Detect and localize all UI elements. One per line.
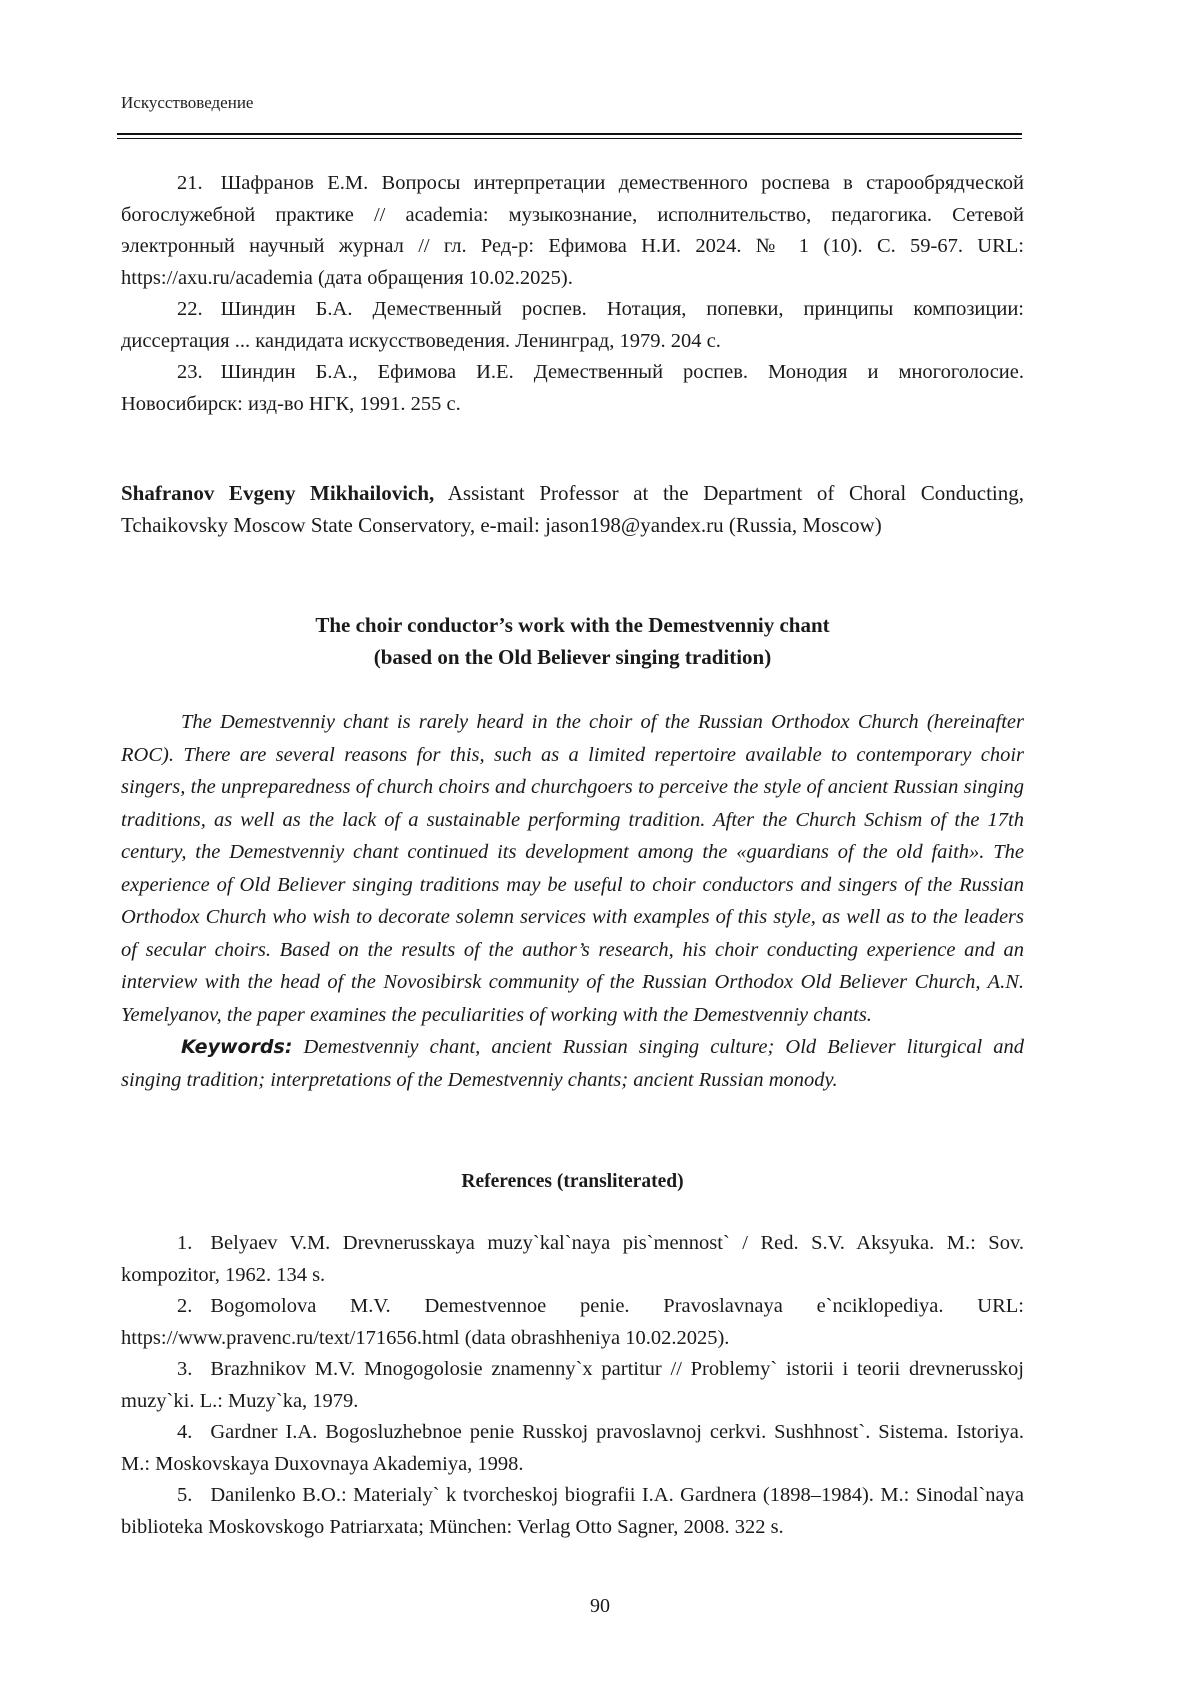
ru-reference-list (121, 168, 1024, 420)
article-title-line-1: The choir conductor’s work with the Demestvenniy chant (315, 613, 830, 637)
reference-number: 3. (177, 1358, 193, 1380)
author-affiliation: Assistant Professor at the Department of Choral Conducting, Tchaikovsky Moscow State Conservatory, e-mail: jason198@yandex.ru (Russia, Moscow) (121, 481, 1024, 537)
keywords-text: Demestvenniy chant, ancient Russian singing culture; Old Believer liturgical and singing tradition; interpretations of the Demestvenniy chants; ancient Russian monody. (121, 1036, 1024, 1091)
reference-text: Brazhnikov M.V. Mnogogolosie znamenny`x partitur // Problemy` istorii i teorii drevnerusskoj muzy`ki. L.: Muzy`ka, 1979. (121, 1358, 1024, 1412)
header-rule-thick (117, 133, 1022, 135)
reference-number: 22. (177, 298, 203, 320)
abstract-text: The Demestvenniy chant is rarely heard in the choir of the Russian Orthodox Church (hereinafter ROC). There are several reasons for this, such as a limited repertoire available to contemporary choir singers, the unpreparedness of church choirs and churchgoers to perceive the style of ancient Russian singing traditions, as well as the lack of a sustainable performing tradition. After the Church Schism of the 17th century, the Demestvenniy chant continued its development among the «guardians of the old faith». The experience of Old Believer singing traditions may be useful to choir conductors and singers of the Russian Orthodox Church who wish to decorate solemn services with examples of this style, as well as to the leaders of secular choirs. Based on the results of the author’s research, his choir conducting experience and an interview with the head of the Novosibirsk community of the Russian Orthodox Old Believer Church, A.N. Yemelyanov, the paper examines the peculiarities of working with the Demestvenniy chants. (121, 711, 1024, 1026)
article-title-line-2: (based on the Old Believer singing tradition) (373, 645, 772, 669)
reference-number: 2. (177, 1295, 193, 1317)
reference-text: Bogomolova M.V. Demestvennoe penie. Pravoslavnaya e`nciklopediya. URL: https://www.pravenc.ru/text/171656.html (data obrashheniya 10.02.2025). (121, 1295, 1024, 1349)
running-head: Искусствоведение (121, 93, 254, 112)
reference-item (121, 357, 1024, 420)
reference-number: 1. (177, 1232, 193, 1254)
header-rule-thin (117, 138, 1022, 139)
author-name: Shafranov Evgeny Mikhailovich, (121, 481, 435, 505)
article-title (121, 609, 1024, 673)
reference-item (121, 168, 1024, 294)
reference-number: 5. (177, 1484, 193, 1506)
reference-item (121, 1228, 1024, 1291)
reference-number: 21. (177, 172, 203, 194)
reference-item (121, 1354, 1024, 1417)
reference-number: 23. (177, 361, 203, 383)
reference-text: Шиндин Б.А., Ефимова И.Е. Демественный роспев. Монодия и многоголосие. Новосибирск: изд-во НГК, 1991. 255 с. (121, 361, 1024, 415)
reference-text: Шиндин Б.А. Демественный роспев. Нотация, попевки, принципы композиции: диссертация ... кандидата искусствоведения. Ленинград, 1979. 204 с. (121, 298, 1024, 352)
reference-item (121, 1417, 1024, 1480)
reference-text: Шафранов Е.М. Вопросы интерпретации демественного роспева в старообрядческой богослужебной практике // academia: музыкознание, исполнительство, педагогика. Сетевой электронный научный журнал // гл. Ред-р: Ефимова Н.И. 2024. № 1 (10). С. 59-67. URL: https://axu.ru/academia (дата обращения 10.02.2025). (121, 172, 1024, 289)
abstract-section (121, 706, 1024, 1096)
keywords-paragraph (121, 1031, 1024, 1096)
en-reference-list (121, 1228, 1024, 1543)
references-heading: References (transliterated) (461, 1171, 684, 1192)
reference-item (121, 1480, 1024, 1543)
reference-item (121, 1291, 1024, 1354)
references-heading-block (121, 1171, 1024, 1193)
page-number: 90 (590, 1595, 610, 1617)
reference-text: Gardner I.A. Bogosluzhebnoe penie Russkoj pravoslavnoj cerkvi. Sushhnost`. Sistema. Istoriya. M.: Moskovskaya Duxovnaya Akademiya, 1998. (121, 1421, 1024, 1475)
author-info (121, 477, 1024, 541)
reference-number: 4. (177, 1421, 193, 1443)
reference-text: Belyaev V.M. Drevnerusskaya muzy`kal`naya pis`mennost` / Red. S.V. Aksyuka. M.: Sov. kompozitor, 1962. 134 s. (121, 1232, 1024, 1286)
reference-item (121, 294, 1024, 357)
reference-text: Danilenko B.O.: Materialy` k tvorcheskoj biografii I.A. Gardnera (1898–1984). M.: Sinodal`naya biblioteka Moskovskogo Patriarxata; München: Verlag Otto Sagner, 2008. 322 s. (121, 1484, 1024, 1538)
keywords-label: Keywords: (181, 1036, 293, 1058)
